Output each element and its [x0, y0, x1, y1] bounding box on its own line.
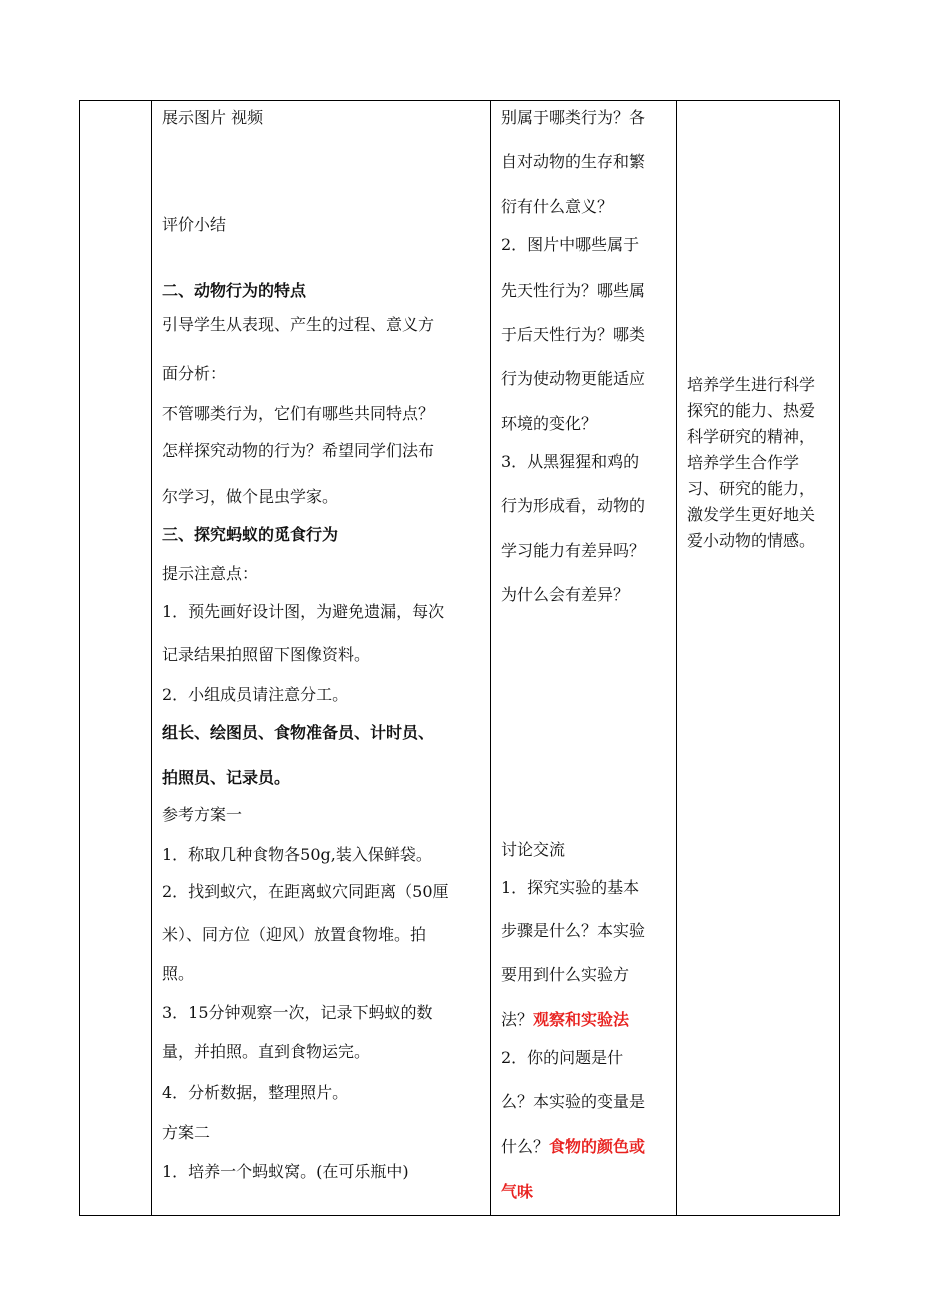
answer-highlight: 气味: [501, 1182, 534, 1201]
text-line: 步骤是什么？本实验: [501, 921, 646, 940]
column-divider: [490, 101, 491, 1215]
text-line: 习、研究的能力，: [687, 479, 816, 498]
text-line: 培养学生进行科学: [687, 375, 816, 394]
text-line: 米）、同方位（迎风）放置食物堆。拍: [162, 925, 427, 944]
text-line: 培养学生合作学: [687, 453, 800, 472]
text-line: 尔学习，做个昆虫学家。: [162, 487, 339, 506]
column-divider: [151, 101, 152, 1215]
answer-highlight: 食物的颜色或: [549, 1137, 646, 1156]
text-line: 2．图片中哪些属于: [501, 235, 640, 254]
text-line: 不管哪类行为，它们有哪些共同特点？: [162, 404, 435, 423]
text-line: 学习能力有差异吗？: [501, 541, 646, 560]
text-line: 2．找到蚁穴，在距离蚁穴同距离（50厘: [162, 882, 449, 901]
text-line: 别属于哪类行为？各: [501, 108, 646, 127]
text-line: 3．从黑猩猩和鸡的: [501, 452, 640, 471]
column-divider: [676, 101, 677, 1215]
text-line: 照。: [162, 964, 195, 983]
section-heading: 三、探究蚂蚁的觅食行为: [162, 525, 339, 544]
lesson-plan-table: [79, 100, 840, 1216]
section-heading: 二、动物行为的特点: [162, 281, 307, 300]
text-line: 1．预先画好设计图，为避免遗漏，每次: [162, 602, 445, 621]
text-line: 展示图片 视频: [162, 108, 264, 127]
text-line: [501, 1134, 645, 1157]
question-text: 什么？: [501, 1137, 550, 1156]
text-line: 么？本实验的变量是: [501, 1092, 646, 1111]
text-line: 1．称取几种食物各50g,装入保鲜袋。: [162, 845, 432, 864]
text-line: 2．你的问题是什: [501, 1048, 624, 1067]
text-line: 提示注意点：: [162, 564, 259, 583]
text-line: 讨论交流: [501, 840, 566, 859]
text-line: 行为使动物更能适应: [501, 369, 646, 388]
text-line: 1．培养一个蚂蚁窝。(在可乐瓶中): [162, 1162, 409, 1181]
text-line: 衍有什么意义？: [501, 197, 614, 216]
text-line: 2．小组成员请注意分工。: [162, 685, 349, 704]
text-line: 记录结果拍照留下图像资料。: [162, 645, 371, 664]
bold-text-line: 拍照员、记录员。: [162, 768, 291, 787]
text-line: 3．15分钟观察一次，记录下蚂蚁的数: [162, 1003, 433, 1022]
column-1-cell: [80, 101, 151, 1215]
text-line: 4．分析数据，整理照片。: [162, 1083, 349, 1102]
text-line: 爱小动物的情感。: [687, 531, 816, 550]
text-line: 要用到什么实验方: [501, 965, 630, 984]
answer-highlight: 观察和实验法: [533, 1010, 630, 1029]
text-line: 于后天性行为？哪类: [501, 325, 646, 344]
text-line: 激发学生更好地关: [687, 505, 816, 524]
text-line: 引导学生从表现、产生的过程、意义方: [162, 315, 435, 334]
text-line: [501, 1007, 629, 1030]
text-line: 方案二: [162, 1123, 211, 1142]
text-line: 量，并拍照。直到食物运完。: [162, 1042, 371, 1061]
text-line: 面分析：: [162, 364, 227, 383]
text-line: 怎样探究动物的行为？希望同学们法布: [162, 441, 435, 460]
text-line: 科学研究的精神，: [687, 427, 816, 446]
text-line: 环境的变化？: [501, 414, 598, 433]
question-text: 法？: [501, 1010, 534, 1029]
text-line: 为什么会有差异？: [501, 585, 630, 604]
text-line: 1．探究实验的基本: [501, 878, 640, 897]
text-line: 参考方案一: [162, 805, 243, 824]
text-line: 评价小结: [162, 215, 227, 234]
text-line: 行为形成看，动物的: [501, 496, 646, 515]
text-line: 先天性行为？哪些属: [501, 281, 646, 300]
bold-text-line: 组长、绘图员、食物准备员、计时员、: [162, 723, 435, 742]
text-line: 探究的能力、热爱: [687, 401, 816, 420]
text-line: 自对动物的生存和繁: [501, 152, 646, 171]
